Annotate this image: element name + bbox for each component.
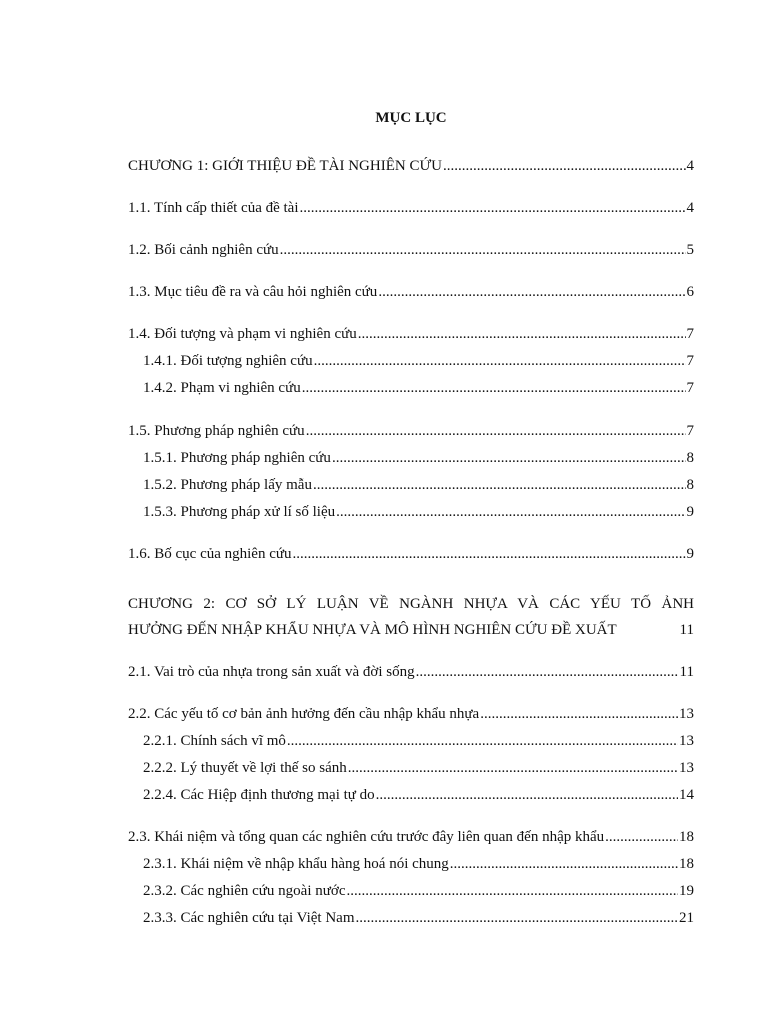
- toc-entry-page: 9: [686, 546, 694, 562]
- toc-entry-2-2[interactable]: [128, 704, 694, 724]
- toc-entry-page: 11: [679, 622, 694, 638]
- toc-title: MỤC LỤC: [375, 110, 447, 126]
- dot-leader: [336, 502, 685, 522]
- toc-entry-page: 13: [679, 733, 694, 749]
- dot-leader: [480, 704, 678, 724]
- toc-entry-2-3[interactable]: [128, 827, 694, 847]
- toc-entry-page: 6: [686, 284, 694, 300]
- toc-entry-1-4-1[interactable]: [143, 351, 694, 371]
- toc-entry-1-3[interactable]: [128, 282, 694, 302]
- toc-entry-text: 2.2.2. Lý thuyết về lợi thế so sánh: [143, 760, 347, 776]
- dot-leader: [416, 662, 679, 682]
- toc-entry-text: 2.3.3. Các nghiên cứu tại Việt Nam: [143, 910, 355, 926]
- dot-leader: [376, 785, 678, 805]
- toc-entry-text: 1.5. Phương pháp nghiên cứu: [128, 423, 305, 439]
- toc-entry-page: 18: [679, 829, 694, 845]
- toc-entry-2-2-1[interactable]: [143, 731, 694, 751]
- dot-leader: [280, 240, 686, 260]
- toc-entry-text: HƯỞNG ĐẾN NHẬP KHẨU NHỰA VÀ MÔ HÌNH NGHIÊN CỨU ĐỀ XUẤT: [128, 622, 617, 638]
- dot-leader: [332, 448, 686, 468]
- dot-leader: [302, 378, 686, 398]
- toc-entry-text: 2.3.1. Khái niệm về nhập khẩu hàng hoá nói chung: [143, 856, 449, 872]
- toc-entry-page: 7: [686, 423, 694, 439]
- toc-entry-text: 1.5.3. Phương pháp xử lí số liệu: [143, 504, 336, 520]
- dot-leader: [314, 351, 686, 371]
- toc-entry-text: 2.3. Khái niệm và tổng quan các nghiên cứu trước đây liên quan đến nhập khẩu: [128, 829, 605, 845]
- toc-entry-1-5[interactable]: [128, 421, 694, 441]
- toc-entry-page: 4: [686, 158, 694, 174]
- toc-entry-text: 2.2.1. Chính sách vĩ mô: [143, 733, 286, 749]
- toc-entry-page: 18: [679, 856, 694, 872]
- toc-entry-page: 13: [679, 706, 694, 722]
- toc-entry-page: 5: [686, 242, 694, 258]
- toc-entry-1-4[interactable]: [128, 324, 694, 344]
- toc-entry-page: 8: [686, 450, 694, 466]
- toc-entry-2-1[interactable]: [128, 662, 694, 682]
- toc-entry-text: 2.3.2. Các nghiên cứu ngoài nước: [143, 883, 346, 899]
- toc-entry-page: 13: [679, 760, 694, 776]
- toc-entry-chapter-2[interactable]: [128, 620, 694, 640]
- toc-entry-text: CHƯƠNG 1: GIỚI THIỆU ĐỀ TÀI NGHIÊN CỨU: [128, 158, 442, 174]
- dot-leader: [287, 731, 678, 751]
- toc-entry-text: 2.2. Các yếu tố cơ bản ảnh hưởng đến cầu nhập khẩu nhựa: [128, 706, 480, 722]
- toc-entry-2-3-1[interactable]: [143, 854, 694, 874]
- toc-entry-text: 2.2.4. Các Hiệp định thương mại tự do: [143, 787, 375, 803]
- dot-leader: [306, 421, 686, 441]
- toc-entry-page: 7: [686, 380, 694, 396]
- toc-entry-text: 1.1. Tính cấp thiết của đề tài: [128, 200, 299, 216]
- toc-entry-2-2-4[interactable]: [143, 785, 694, 805]
- dot-leader: [443, 156, 686, 176]
- toc-entry-page: 7: [686, 353, 694, 369]
- dot-leader: [313, 475, 686, 495]
- toc-entry-page: 11: [679, 664, 694, 680]
- toc-entry-text: 1.5.1. Phương pháp nghiên cứu: [143, 450, 331, 466]
- toc-entry-1-5-3[interactable]: [143, 502, 694, 522]
- toc-entry-page: 21: [679, 910, 694, 926]
- toc-entry-1-5-2[interactable]: [143, 475, 694, 495]
- toc-entry-chapter-2-line1[interactable]: CHƯƠNG 2: CƠ SỞ LÝ LUẬN VỀ NGÀNH NHỰA VÀ CÁC YẾU TỐ ẢNH: [128, 596, 694, 612]
- toc-entry-page: 8: [686, 477, 694, 493]
- dot-leader: [450, 854, 678, 874]
- dot-leader: [356, 908, 679, 928]
- toc-entry-text: 1.6. Bố cục của nghiên cứu: [128, 546, 292, 562]
- toc-entry-1-4-2[interactable]: [143, 378, 694, 398]
- dot-leader: [378, 282, 685, 302]
- toc-entry-1-6[interactable]: [128, 544, 694, 564]
- dot-leader: [605, 827, 678, 847]
- toc-entry-page: 9: [686, 504, 694, 520]
- dot-leader: [346, 881, 678, 901]
- dot-leader: [348, 758, 678, 778]
- dot-leader: [358, 324, 686, 344]
- toc-entry-2-3-3[interactable]: [143, 908, 694, 928]
- toc-entry-text: 1.4.2. Phạm vi nghiên cứu: [143, 380, 301, 396]
- toc-entry-text: 1.3. Mục tiêu đề ra và câu hỏi nghiên cứu: [128, 284, 378, 300]
- toc-entry-page: 19: [679, 883, 694, 899]
- toc-entry-text: 1.4. Đối tượng và phạm vi nghiên cứu: [128, 326, 357, 342]
- toc-entry-2-3-2[interactable]: [143, 881, 694, 901]
- toc-entry-1-5-1[interactable]: [143, 448, 694, 468]
- toc-entry-text: 1.5.2. Phương pháp lấy mẫu: [143, 477, 312, 493]
- toc-entry-page: 4: [686, 200, 694, 216]
- toc-entry-text: 1.4.1. Đối tượng nghiên cứu: [143, 353, 313, 369]
- toc-entry-2-2-2[interactable]: [143, 758, 694, 778]
- toc-entry-text: 1.2. Bối cảnh nghiên cứu: [128, 242, 279, 258]
- toc-entry-1-1[interactable]: [128, 198, 694, 218]
- toc-entry-page: 7: [686, 326, 694, 342]
- dot-leader: [300, 198, 686, 218]
- toc-entry-text: 2.1. Vai trò của nhựa trong sản xuất và đời sống: [128, 664, 415, 680]
- toc-entry-page: 14: [679, 787, 694, 803]
- toc-entry-1-2[interactable]: [128, 240, 694, 260]
- toc-entry-chapter-1[interactable]: [128, 156, 694, 176]
- dot-leader: [293, 544, 686, 564]
